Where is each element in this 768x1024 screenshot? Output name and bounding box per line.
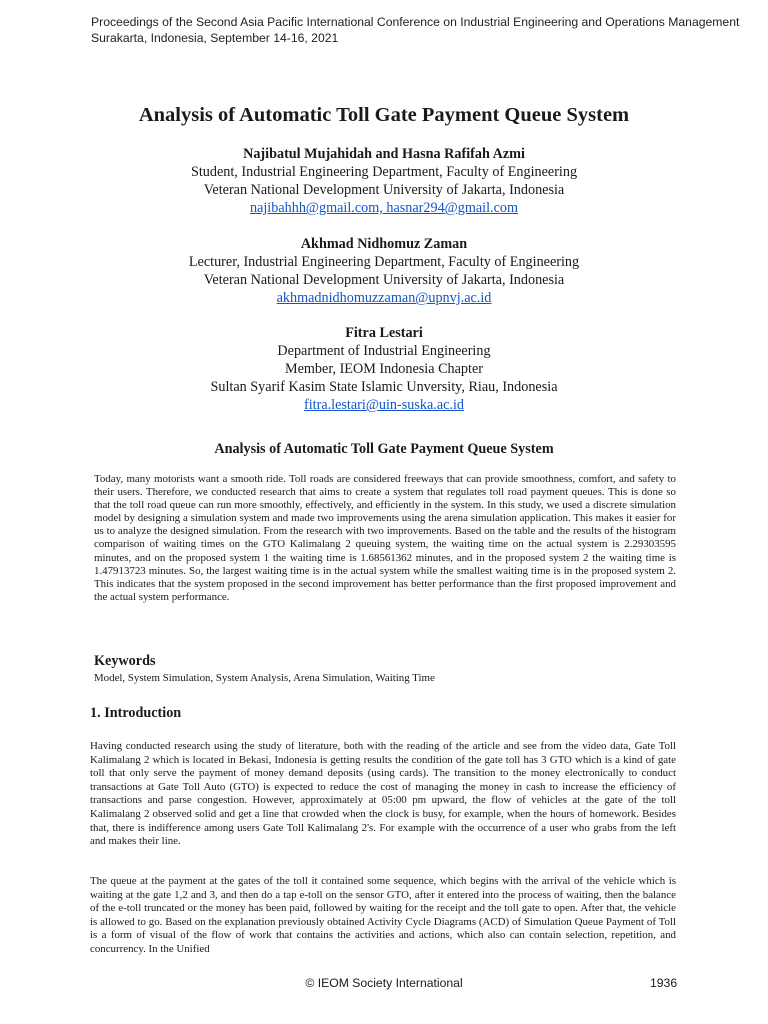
author-email-link[interactable]: akhmadnidhomuzzaman@upnvj.ac.id	[276, 290, 492, 306]
author-block-2	[0, 235, 768, 307]
author-name: Najibatul Mujahidah and Hasna Rafifah Azmi	[243, 146, 525, 162]
paper-title: Analysis of Automatic Toll Gate Payment Queue System	[138, 104, 630, 126]
author-affiliation: Department of Industrial Engineering	[277, 343, 491, 359]
introduction-heading: 1. Introduction	[90, 705, 182, 721]
introduction-paragraph-2: The queue at the payment at the gates of the toll it contained some sequence, which begins with the arrival of the vehicle which is waiting at the gate 1,2 and 3, and then do a tap e-toll on the sensor GTO, after it entered into the process of waiting, then the balance of the e-toll truncated or the money has been paid, followed by waiting for the receipt and the toll gate to open. After that, the vehicle is allowed to go. Based on the explanation previously obtained Activity Cycle Diagrams (ACD) of Simulation Queue Payment of Toll is a form of visual of the flow of work that contains the activities and actions, which also can contain selection, repetition, and concurrency. In the Unified	[90, 875, 676, 955]
author-name: Fitra Lestari	[345, 325, 423, 341]
author-email-link[interactable]: fitra.lestari@uin-suska.ac.id	[303, 397, 464, 413]
author-block-1	[0, 145, 768, 217]
author-block-3	[0, 324, 768, 414]
author-affiliation: Veteran National Development University of Jakarta, Indonesia	[203, 272, 565, 288]
author-email-link[interactable]: najibahhh@gmail.com, hasnar294@gmail.com	[249, 200, 519, 216]
author-affiliation: Student, Industrial Engineering Department, Faculty of Engineering	[190, 164, 578, 180]
keywords-heading: Keywords	[94, 653, 156, 669]
header-location-date: Surakarta, Indonesia, September 14-16, 2021	[91, 31, 339, 45]
footer-copyright: © IEOM Society International	[305, 976, 463, 990]
author-affiliation: Lecturer, Industrial Engineering Department, Faculty of Engineering	[188, 254, 580, 270]
abstract-title: Analysis of Automatic Toll Gate Payment Queue System	[214, 441, 554, 457]
proceedings-header	[91, 14, 763, 46]
introduction-paragraph-1: Having conducted research using the study of literature, both with the reading of the article and see from the video data, Gate Toll Kalimalang 2 which is located in Bekasi, Indonesia is getting results the condition of the gate toll has 3 GTO which is a kind of gate toll that only serve the payment of money demand deposits (using cards). The transition to the money electronically to conduct transactions at Gate Toll Auto (GTO) is expected to reduce the cost of managing the money in cash to increase the efficiency of transactions and parse congestion. However, approximately at 05:00 pm upward, the flow of vehicles at the gate of the toll Kalimalang 2 observed solid and get a line that crowded when the clock is busy, for example, when the hours of homework. Besides that, there is indifference among users Gate Toll Kalimalang 2's. For example with the occurrence of a user who grabs from the left and makes their line.	[90, 740, 676, 848]
header-conference: Proceedings of the Second Asia Pacific International Conference on Industrial Engineering and Operations Management	[91, 15, 740, 29]
page-number: 1936	[650, 976, 678, 990]
author-affiliation: Member, IEOM Indonesia Chapter	[284, 361, 483, 377]
abstract-text: Today, many motorists want a smooth ride. Toll roads are considered freeways that can provide smoothness, comfort, and safety to their users. Therefore, we conducted research that aims to create a system that regulates toll road payment queues. This is done so that the toll road queue can run more smoothly, effectively, and efficiently in the system. In this study, we used a discrete simulation model by designing a simulation system and made two improvements using the arena simulation application. This makes it easier for us to analyze the designed simulation. From the research with two improvements. Based on the table and the results of the histogram comparison of waiting times on the GTO Kalimalang 2 queuing system, the waiting time on the actual system is 2.29303595 minutes, and on the proposed system 1 the waiting time is 1.68561362 minutes, and in the proposed system 2 the waiting time is 1.47913723 minutes. So, the largest waiting time is in the actual system while the smallest waiting time is in the proposed system 2. This indicates that the system proposed in the second improvement has better performance than the first proposed improvement and the actual system performance.	[94, 473, 676, 603]
keywords-list: Model, System Simulation, System Analysis, Arena Simulation, Waiting Time	[94, 672, 435, 684]
author-name: Akhmad Nidhomuz Zaman	[300, 236, 468, 252]
author-affiliation: Sultan Syarif Kasim State Islamic Unversity, Riau, Indonesia	[210, 379, 558, 395]
author-affiliation: Veteran National Development University of Jakarta, Indonesia	[203, 182, 565, 198]
